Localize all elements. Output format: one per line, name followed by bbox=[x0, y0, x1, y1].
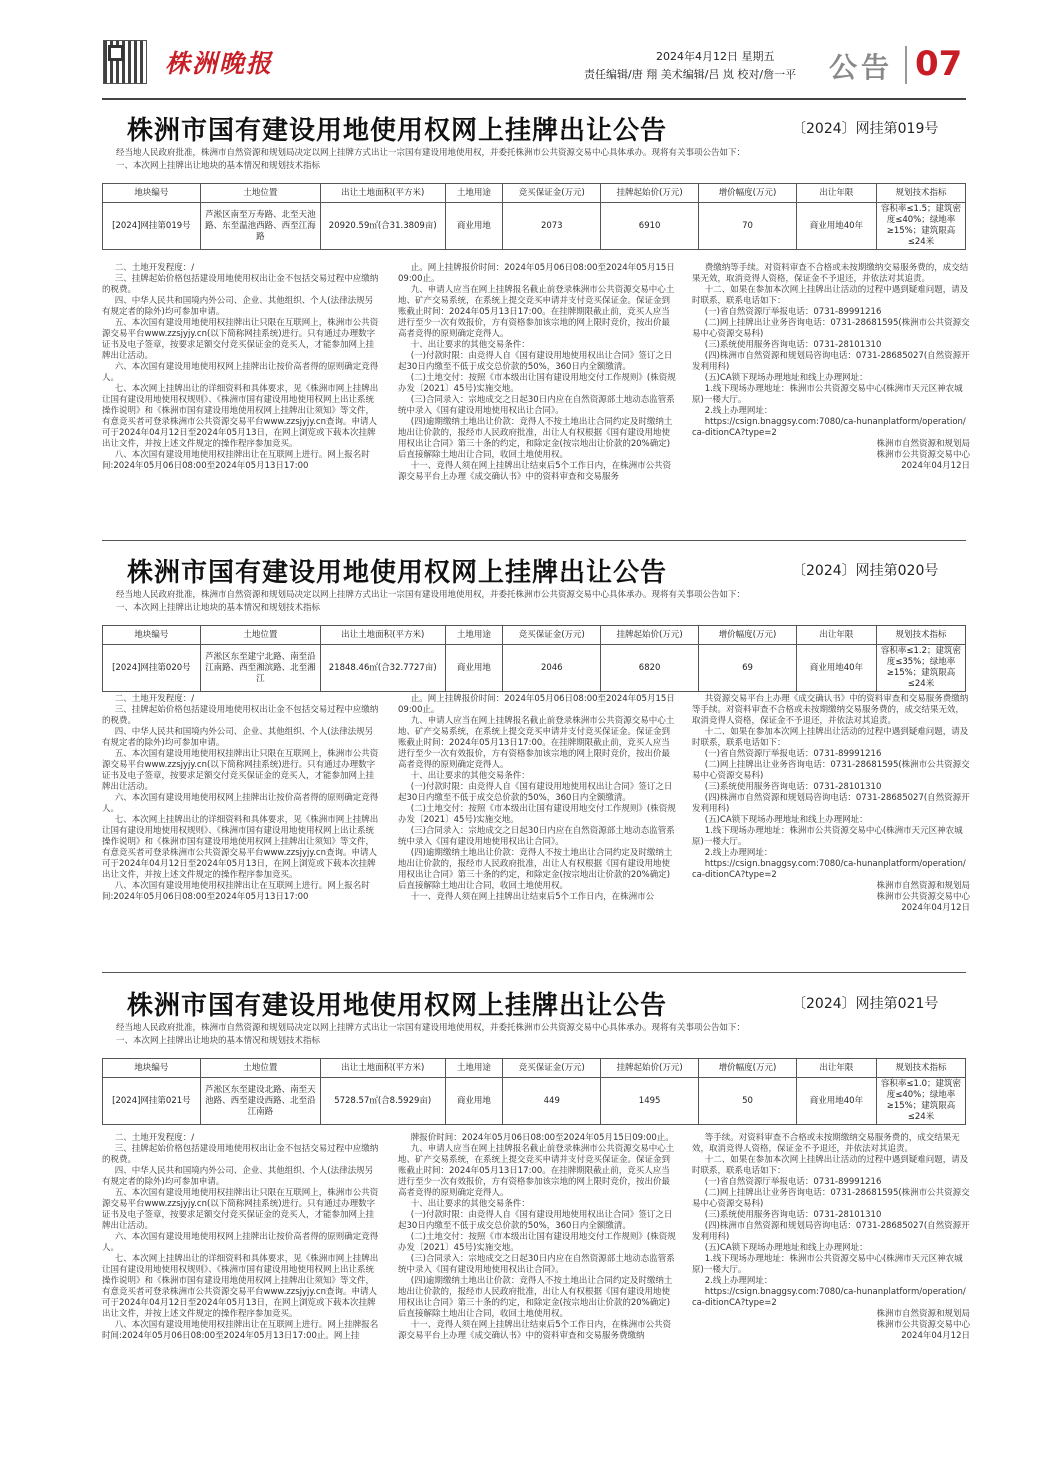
paragraph: 八、本次国有建设用地使用权挂牌出让在互联网上进行。网上报名时间:2024年05月06日08:00至2024年05月13日17:00 bbox=[102, 450, 370, 471]
paragraph: 2.线上办理网址： bbox=[704, 1276, 773, 1286]
paragraph: (四)株洲市自然资源和规划局咨询电话：0731-28685027(自然资源开发利用科) bbox=[692, 793, 970, 814]
issue-date: 2024年4月12日 星期五 bbox=[656, 50, 775, 63]
notice-title: 株洲市国有建设用地使用权网上挂牌出让公告 bbox=[127, 116, 668, 146]
paragraph: https://csign.bnaggsy.com:7080/ca-hunanplatform/operation/ca-ditionCA?type=2 bbox=[692, 417, 966, 438]
paragraph: 七、本次网上挂牌出让的详细资料和具体要求，见《株洲市网上挂牌出让国有建设用地使用权规则》、《株洲市国有建设用地使用权网上出让系统操作说明》和《株洲市国有建设用地使用权网上挂牌出让须知》等文件，有意竞买者可登录株洲市公共资源交易平台www.zzsjyjy.cn查询。申请人可于2024年04月12日至2024年05月13日，在网上浏览或下载本次挂牌出让文件，并按上述文件规定的操作程序参加竞买。 bbox=[102, 384, 379, 449]
table-cell: 2073 bbox=[503, 203, 601, 250]
paragraph: 九、申请人应当在网上挂牌报名截止前登录株洲市公共资源交易中心土地、矿产交易系统，在系统上提交竞买申请并支付竞买保证金。保证金到账截止时间：2024年05月13日17:00。在挂牌期限截止前，竞买人应当进行至少一次有效报价，方有资格参加该宗地的网上限时竞价，按出价最高者竞得的原则确定竞得人。 bbox=[398, 716, 675, 770]
text-column bbox=[398, 694, 676, 903]
section-name: 公告 bbox=[829, 51, 894, 84]
text-column bbox=[102, 263, 380, 472]
paragraph: 牌报价时间：2024年05月06日08:00至2024年05月15日09:00止。 bbox=[410, 1133, 674, 1143]
section-heading: 一、本次网上挂牌出让地块的基本情况和规划技术指标 bbox=[116, 1036, 321, 1046]
signature-date: 2024年04月12日 bbox=[901, 1331, 970, 1341]
table-header-cell: 土地位置 bbox=[200, 1059, 320, 1078]
paragraph: (四)逾期缴纳土地出让价款：竞得人不按土地出让合同约定及时缴纳土地出让价款的，报经市人民政府批准，出让人有权根据《国有建设用地使用权出让合同》第三十条的约定，和除定金(按宗地出让价款的20%确定)后直接解除土地出让合同，收回土地使用权。 bbox=[398, 1276, 673, 1319]
table-cell: 70 bbox=[699, 203, 797, 250]
paragraph: 止。网上挂牌报价时间：2024年05月06日08:00至2024年05月15日09:00止。 bbox=[398, 694, 675, 715]
signature-issuer-2: 株洲市公共资源交易中心 bbox=[876, 450, 970, 460]
header-divider bbox=[905, 46, 907, 84]
table-header-cell: 土地位置 bbox=[200, 626, 320, 645]
paragraph: 三、挂牌起始价格包括建设用地使用权出让金不包括交易过程中应缴纳的税费。 bbox=[102, 274, 379, 295]
paragraph: 十二、如果在参加本次网上挂牌出让活动的过程中遇到疑难问题，请及时联系，联系电话如下： bbox=[692, 1155, 969, 1176]
table-cell: 2046 bbox=[503, 645, 601, 692]
table-cell: 50 bbox=[699, 1078, 797, 1125]
table-cell: 商业用地40年 bbox=[796, 645, 876, 692]
table-header-cell: 挂牌起始价(万元) bbox=[601, 626, 699, 645]
paragraph: 五、本次国有建设用地使用权挂牌出让只限在互联网上，株洲市公共资源交易平台www.zzsjyjy.cn(以下简称网挂系统)进行。只有通过办理数字证书及电子签章，按要求足额交付竞买保证金的竞买人，才能参加网上挂牌出让活动。 bbox=[102, 749, 379, 792]
paragraph: (二)网上挂牌出让业务咨询电话：0731-28681595(株洲市公共资源交易中心资源交易科) bbox=[692, 318, 970, 339]
table-header-cell: 出让年限 bbox=[796, 626, 876, 645]
table-header-row bbox=[103, 1059, 966, 1078]
paragraph: 十二、如果在参加本次网上挂牌出让活动的过程中遇到疑难问题，请及时联系，联系电话如下： bbox=[692, 285, 969, 306]
paragraph: 八、本次国有建设用地使用权挂牌出让在互联网上进行。网上报名时间:2024年05月06日08:00至2024年05月13日17:00 bbox=[102, 881, 370, 902]
paragraph: 二、土地开发程度：/ bbox=[114, 263, 195, 273]
table-header-cell: 增价幅度(万元) bbox=[699, 1059, 797, 1078]
paragraph: 费缴纳等手续。对资料审查不合格或未按期缴纳交易服务费的，成交结果无效，取消竞得人资格，保证金不予退还，并依法对其追责。 bbox=[692, 263, 969, 284]
paragraph: 六、本次国有建设用地使用权网上挂牌出让按价高者得的原则确定竞得人。 bbox=[102, 1232, 379, 1253]
text-column bbox=[692, 694, 970, 914]
paragraph: 五、本次国有建设用地使用权挂牌出让只限在互联网上，株洲市公共资源交易平台www.zzsjyjy.cn(以下简称网挂系统)进行。只有通过办理数字证书及电子签章，按要求足额交付竞买保证金的竞买人，才能参加网上挂牌出让活动。 bbox=[102, 1188, 379, 1231]
paragraph: (一)付款时限：由竞得人自《国有建设用地使用权出让合同》签订之日起30日内缴至不低于成交总价款的50%，360日内全额缴清。 bbox=[398, 782, 673, 803]
signature-date: 2024年04月12日 bbox=[901, 461, 970, 471]
land-notice bbox=[102, 552, 970, 952]
paragraph: (一)付款时限：由竞得人自《国有建设用地使用权出让合同》签订之日起30日内缴至不低于成交总价款的50%，360日内全额缴清。 bbox=[398, 351, 673, 372]
paragraph: (五)CA锁下现场办理地址和线上办理网址： bbox=[704, 1243, 868, 1253]
text-column bbox=[102, 1133, 380, 1342]
table-header-cell: 增价幅度(万元) bbox=[699, 626, 797, 645]
paragraph: (三)系统使用服务咨询电话：0731-28101310 bbox=[704, 340, 882, 350]
paragraph: (三)系统使用服务咨询电话：0731-28101310 bbox=[704, 1210, 882, 1220]
paragraph: (五)CA锁下现场办理地址和线上办理网址： bbox=[704, 815, 868, 825]
paragraph: (四)株洲市自然资源和规划局咨询电话：0731-28685027(自然资源开发利用科) bbox=[692, 1221, 970, 1242]
paragraph: (三)合同录入：宗地成交之日起30日内应在自然资源部土地动态监管系统中录入《国有建设用地使用权出让合同》。 bbox=[398, 1254, 675, 1275]
table-cell: 容积率≤1.0；建筑密度≤40%；绿地率≥15%；建筑限高≤24米 bbox=[876, 1078, 965, 1125]
table-header-cell: 出让年限 bbox=[796, 184, 876, 203]
paragraph: (四)株洲市自然资源和规划局咨询电话：0731-28685027(自然资源开发利用科) bbox=[692, 351, 970, 372]
paragraph: (二)网上挂牌出让业务咨询电话：0731-28681595(株洲市公共资源交易中心资源交易科) bbox=[692, 760, 970, 781]
paragraph: https://csign.bnaggsy.com:7080/ca-hunanplatform/operation/ca-ditionCA?type=2 bbox=[692, 1287, 966, 1308]
paragraph: 十、出让要求的其他交易条件： bbox=[410, 1199, 530, 1209]
table-cell: 容积率≤1.2；建筑密度≤35%；绿地率≥15%；建筑限高≤24米 bbox=[876, 645, 965, 692]
table-header-cell: 出让年限 bbox=[796, 1059, 876, 1078]
table-cell: 6910 bbox=[601, 203, 699, 250]
table-header-cell: 土地用途 bbox=[445, 1059, 503, 1078]
paragraph: 十一、竞得人须在网上挂牌出让结束后5个工作日内，在株洲市公共资源交易平台上办理《成交确认书》中的资料审查和交易服务费缴纳 bbox=[398, 1320, 672, 1341]
table-header-row bbox=[103, 184, 966, 203]
table-header-cell: 出让土地面积(平方米) bbox=[320, 184, 445, 203]
table-cell: [2024]网挂第021号 bbox=[103, 1078, 201, 1125]
table-cell: 449 bbox=[503, 1078, 601, 1125]
land-notice bbox=[102, 110, 970, 520]
signature-issuer-1: 株洲市自然资源和规划局 bbox=[876, 439, 970, 449]
paragraph: (三)系统使用服务咨询电话：0731-28101310 bbox=[704, 782, 882, 792]
text-column bbox=[398, 263, 676, 483]
table-header-cell: 土地用途 bbox=[445, 626, 503, 645]
land-table bbox=[102, 1058, 966, 1125]
table-row bbox=[103, 203, 966, 250]
paragraph: (一)省自然资源厅举报电话：0731-89991216 bbox=[704, 1177, 882, 1187]
table-cell: 20920.59㎡(合31.3809亩) bbox=[320, 203, 445, 250]
table-header-cell: 竞买保证金(万元) bbox=[503, 184, 601, 203]
table-header-cell: 挂牌起始价(万元) bbox=[601, 184, 699, 203]
qr-code-icon bbox=[103, 40, 147, 84]
paragraph: 1.线下现场办理地址：株洲市公共资源交易中心(株洲市天元区神农城原)一楼大厅。 bbox=[692, 384, 963, 405]
table-header-cell: 土地用途 bbox=[445, 184, 503, 203]
table-cell: 商业用地 bbox=[445, 645, 503, 692]
text-column bbox=[692, 1133, 970, 1342]
table-header-cell: 挂牌起始价(万元) bbox=[601, 1059, 699, 1078]
paragraph: (四)逾期缴纳土地出让价款：竞得人不按土地出让合同约定及时缴纳土地出让价款的，报经市人民政府批准，出让人有权根据《国有建设用地使用权出让合同》第三十条的约定，和除定金(按宗地出让价款的20%确定)后直接解除土地出让合同，收回土地使用权。 bbox=[398, 417, 673, 460]
editor-credits: 责任编辑/唐 翔 美术编辑/吕 岚 校对/詹一平 bbox=[584, 68, 797, 81]
notice-intro: 经当地人民政府批准，株洲市自然资源和规划局决定以网上挂牌方式出让一宗国有建设用地使用权，并委托株洲市公共资源交易中心具体承办。现将有关事项公告如下： bbox=[116, 148, 746, 158]
table-cell: 芦淞区东至建宁北路、南至沿江南路、西至湘滨路、北至湘江 bbox=[200, 645, 320, 692]
paragraph: 四、中华人民共和国境内外公司、企业、其他组织、个人(法律法规另有规定者的除外)均可参加申请。 bbox=[102, 296, 374, 317]
paragraph: 九、申请人应当在网上挂牌报名截止前登录株洲市公共资源交易中心土地、矿产交易系统，在系统上提交竞买申请并支付竞买保证金。保证金到账截止时间：2024年05月13日17:00。在挂牌期限截止前，竞买人应当进行至少一次有效报价，方有资格参加该宗地的网上限时竞价，按出价最高者竞得的原则确定竞得人。 bbox=[398, 1144, 675, 1198]
table-header-cell: 规划技术指标 bbox=[876, 1059, 965, 1078]
table-cell: 21848.46㎡(合32.7727亩) bbox=[320, 645, 445, 692]
table-cell: 芦淞区南至万寿路、北至天池路、东至温池西路、西至江海路 bbox=[200, 203, 320, 250]
paragraph: 九、申请人应当在网上挂牌报名截止前登录株洲市公共资源交易中心土地、矿产交易系统，在系统上提交竞买申请并支付竞买保证金。保证金到账截止时间：2024年05月13日17:00。在挂牌期限截止前，竞买人应当进行至少一次有效报价，方有资格参加该宗地的网上限时竞价，按出价最高者竞得的原则确定竞得人。 bbox=[398, 285, 675, 339]
signature-issuer-1: 株洲市自然资源和规划局 bbox=[876, 881, 970, 891]
paragraph: 1.线下现场办理地址：株洲市公共资源交易中心(株洲市天元区神农城原)一楼大厅。 bbox=[692, 826, 963, 847]
table-cell: 1495 bbox=[601, 1078, 699, 1125]
table-cell: [2024]网挂第019号 bbox=[103, 203, 201, 250]
text-column bbox=[692, 263, 970, 472]
notice-intro: 经当地人民政府批准，株洲市自然资源和规划局决定以网上挂牌方式出让一宗国有建设用地使用权，并委托株洲市公共资源交易中心具体承办。现将有关事项公告如下： bbox=[116, 1023, 746, 1033]
paragraph: 2.线上办理网址： bbox=[704, 406, 773, 416]
paragraph: (二)土地交付：按照《市本级出让国有建设用地交付工作规则》(株资规办发〔2021〕45号)实施交地。 bbox=[398, 373, 676, 394]
notice-separator bbox=[102, 540, 966, 541]
paragraph: (四)逾期缴纳土地出让价款：竞得人不按土地出让合同约定及时缴纳土地出让价款的，报经市人民政府批准，出让人有权根据《国有建设用地使用权出让合同》第三十条的约定，和除定金(按宗地出让价款的20%确定)后直接解除土地出让合同，收回土地使用权。 bbox=[398, 848, 673, 891]
table-cell: 商业用地 bbox=[445, 203, 503, 250]
paragraph: (二)土地交付：按照《市本级出让国有建设用地交付工作规则》(株资规办发〔2021〕45号)实施交地。 bbox=[398, 1232, 676, 1253]
table-header-cell: 地块编号 bbox=[103, 184, 201, 203]
table-header-cell: 地块编号 bbox=[103, 1059, 201, 1078]
notice-intro: 经当地人民政府批准，株洲市自然资源和规划局决定以网上挂牌方式出让一宗国有建设用地使用权，并委托株洲市公共资源交易中心具体承办。现将有关事项公告如下： bbox=[116, 590, 746, 600]
signature-issuer-2: 株洲市公共资源交易中心 bbox=[876, 1320, 970, 1330]
table-header-cell: 出让土地面积(平方米) bbox=[320, 1059, 445, 1078]
paragraph: (二)网上挂牌出让业务咨询电话：0731-28681595(株洲市公共资源交易中心资源交易科) bbox=[692, 1188, 970, 1209]
notice-number: 〔2024〕网挂第019号 bbox=[792, 121, 939, 137]
paragraph: (一)付款时限：由竞得人自《国有建设用地使用权出让合同》签订之日起30日内缴至不低于成交总价款的50%，360日内全额缴清。 bbox=[398, 1210, 673, 1231]
page-number: 07 bbox=[915, 44, 963, 84]
paragraph: 2.线上办理网址： bbox=[704, 848, 773, 858]
signature-issuer-2: 株洲市公共资源交易中心 bbox=[876, 892, 970, 902]
section-heading: 一、本次网上挂牌出让地块的基本情况和规划技术指标 bbox=[116, 603, 321, 613]
paragraph: 七、本次网上挂牌出让的详细资料和具体要求，见《株洲市网上挂牌出让国有建设用地使用权规则》、《株洲市国有建设用地使用权网上出让系统操作说明》和《株洲市国有建设用地使用权网上挂牌出让须知》等文件，有意竞买者可登录株洲市公共资源交易平台www.zzsjyjy.cn查询。申请人可于2024年04月12日至2024年05月13日，在网上浏览或下载本次挂牌出让文件，并按上述文件规定的操作程序参加竞买。 bbox=[102, 815, 379, 880]
table-cell: 容积率≤1.5；建筑密度≤40%；绿地率≥15%；建筑限高≤24米 bbox=[876, 203, 965, 250]
page-header bbox=[0, 0, 1039, 100]
notice-number: 〔2024〕网挂第020号 bbox=[792, 563, 939, 579]
paragraph: 十二、如果在参加本次网上挂牌出让活动的过程中遇到疑难问题，请及时联系，联系电话如下： bbox=[692, 727, 969, 748]
paragraph: 五、本次国有建设用地使用权挂牌出让只限在互联网上，株洲市公共资源交易平台www.zzsjyjy.cn(以下简称网挂系统)进行。只有通过办理数字证书及电子签章，按要求足额交付竞买保证金的竞买人，才能参加网上挂牌出让活动。 bbox=[102, 318, 379, 361]
table-header-cell: 出让土地面积(平方米) bbox=[320, 626, 445, 645]
paragraph: (二)土地交付：按照《市本级出让国有建设用地交付工作规则》(株资规办发〔2021〕45号)实施交地。 bbox=[398, 804, 676, 825]
table-header-cell: 地块编号 bbox=[103, 626, 201, 645]
table-cell: [2024]网挂第020号 bbox=[103, 645, 201, 692]
paragraph: 共资源交易平台上办理《成交确认书》中的资料审查和交易服务费缴纳等手续。对资料审查不合格或未按期缴纳交易服务费的，成交结果无效，取消竞得人资格，保证金不予退还，并依法对其追责。 bbox=[692, 694, 969, 726]
paragraph: https://csign.bnaggsy.com:7080/ca-hunanplatform/operation/ca-ditionCA?type=2 bbox=[692, 859, 966, 880]
table-cell: 商业用地 bbox=[445, 1078, 503, 1125]
table-header-cell: 规划技术指标 bbox=[876, 184, 965, 203]
text-column bbox=[102, 694, 380, 903]
paragraph: 十一、竞得人须在网上挂牌出让结束后5个工作日内，在株洲市公共资源交易平台上办理《成交确认书》中的资料审查和交易服务 bbox=[398, 461, 672, 482]
paragraph: 六、本次国有建设用地使用权网上挂牌出让按价高者得的原则确定竞得人。 bbox=[102, 362, 379, 383]
paragraph: 十、出让要求的其他交易条件： bbox=[410, 340, 530, 350]
paragraph: 二、土地开发程度：/ bbox=[114, 1133, 195, 1143]
land-notice bbox=[102, 985, 970, 1385]
table-header-row bbox=[103, 626, 966, 645]
newspaper-logo: 株洲晚报 bbox=[165, 49, 274, 78]
land-table bbox=[102, 625, 966, 692]
table-cell: 69 bbox=[699, 645, 797, 692]
paragraph: (一)省自然资源厅举报电话：0731-89991216 bbox=[704, 749, 882, 759]
paragraph: 十一、竞得人须在网上挂牌出让结束后5个工作日内，在株洲市公 bbox=[410, 892, 655, 902]
paragraph: 四、中华人民共和国境内外公司、企业、其他组织、个人(法律法规另有规定者的除外)均可参加申请。 bbox=[102, 727, 374, 748]
notice-title: 株洲市国有建设用地使用权网上挂牌出让公告 bbox=[127, 558, 668, 588]
table-header-cell: 增价幅度(万元) bbox=[699, 184, 797, 203]
paragraph: 三、挂牌起始价格包括建设用地使用权出让金不包括交易过程中应缴纳的税费。 bbox=[102, 1144, 379, 1165]
land-table bbox=[102, 183, 966, 250]
paragraph: (五)CA锁下现场办理地址和线上办理网址： bbox=[704, 373, 868, 383]
text-column bbox=[398, 1133, 676, 1342]
paragraph: (三)合同录入：宗地成交之日起30日内应在自然资源部土地动态监管系统中录入《国有建设用地使用权出让合同》。 bbox=[398, 395, 675, 416]
signature-date: 2024年04月12日 bbox=[901, 903, 970, 913]
section-heading: 一、本次网上挂牌出让地块的基本情况和规划技术指标 bbox=[116, 161, 321, 171]
table-header-cell: 土地位置 bbox=[200, 184, 320, 203]
paragraph: (一)省自然资源厅举报电话：0731-89991216 bbox=[704, 307, 882, 317]
paragraph: 1.线下现场办理地址：株洲市公共资源交易中心(株洲市天元区神农城原)一楼大厅。 bbox=[692, 1254, 963, 1275]
notice-number: 〔2024〕网挂第021号 bbox=[792, 996, 939, 1012]
paragraph: 四、中华人民共和国境内外公司、企业、其他组织、个人(法律法规另有规定者的除外)均可参加申请。 bbox=[102, 1166, 374, 1187]
table-header-cell: 竞买保证金(万元) bbox=[503, 626, 601, 645]
table-cell: 5728.57㎡(合8.5929亩) bbox=[320, 1078, 445, 1125]
table-cell: 芦淞区东至建设北路、南至天池路、西至建设西路、北至沿江南路 bbox=[200, 1078, 320, 1125]
table-header-cell: 竞买保证金(万元) bbox=[503, 1059, 601, 1078]
header-rule bbox=[102, 98, 966, 100]
paragraph: (三)合同录入：宗地成交之日起30日内应在自然资源部土地动态监管系统中录入《国有建设用地使用权出让合同》。 bbox=[398, 826, 675, 847]
paragraph: 十、出让要求的其他交易条件： bbox=[410, 771, 530, 781]
paragraph: 二、土地开发程度：/ bbox=[114, 694, 195, 704]
paragraph: 止。网上挂牌报价时间：2024年05月06日08:00至2024年05月15日09:00止。 bbox=[398, 263, 675, 284]
table-cell: 6820 bbox=[601, 645, 699, 692]
table-cell: 商业用地40年 bbox=[796, 1078, 876, 1125]
table-row bbox=[103, 1078, 966, 1125]
table-row bbox=[103, 645, 966, 692]
notice-separator bbox=[102, 972, 966, 973]
signature-issuer-1: 株洲市自然资源和规划局 bbox=[876, 1309, 970, 1319]
notice-title: 株洲市国有建设用地使用权网上挂牌出让公告 bbox=[127, 991, 668, 1021]
paragraph: 六、本次国有建设用地使用权网上挂牌出让按价高者得的原则确定竞得人。 bbox=[102, 793, 379, 814]
table-cell: 商业用地40年 bbox=[796, 203, 876, 250]
paragraph: 八、本次国有建设用地使用权挂牌出让在互联网上进行。网上挂牌报名时间:2024年05月06日08:00至2024年05月13日17:00止。网上挂 bbox=[102, 1320, 379, 1341]
paragraph: 三、挂牌起始价格包括建设用地使用权出让金不包括交易过程中应缴纳的税费。 bbox=[102, 705, 379, 726]
table-header-cell: 规划技术指标 bbox=[876, 626, 965, 645]
paragraph: 七、本次网上挂牌出让的详细资料和具体要求，见《株洲市网上挂牌出让国有建设用地使用权规则》、《株洲市国有建设用地使用权网上出让系统操作说明》和《株洲市国有建设用地使用权网上挂牌出让须知》等文件，有意竞买者可登录株洲市公共资源交易平台www.zzsjyjy.cn查询。申请人可于2024年04月12日至2024年05月13日，在网上浏览或下载本次挂牌出让文件，并按上述文件规定的操作程序参加竞买。 bbox=[102, 1254, 379, 1319]
paragraph: 等手续。对资料审查不合格或未按期缴纳交易服务费的，成交结果无效，取消竞得人资格，保证金不予退还，并依法对其追责。 bbox=[692, 1133, 960, 1154]
